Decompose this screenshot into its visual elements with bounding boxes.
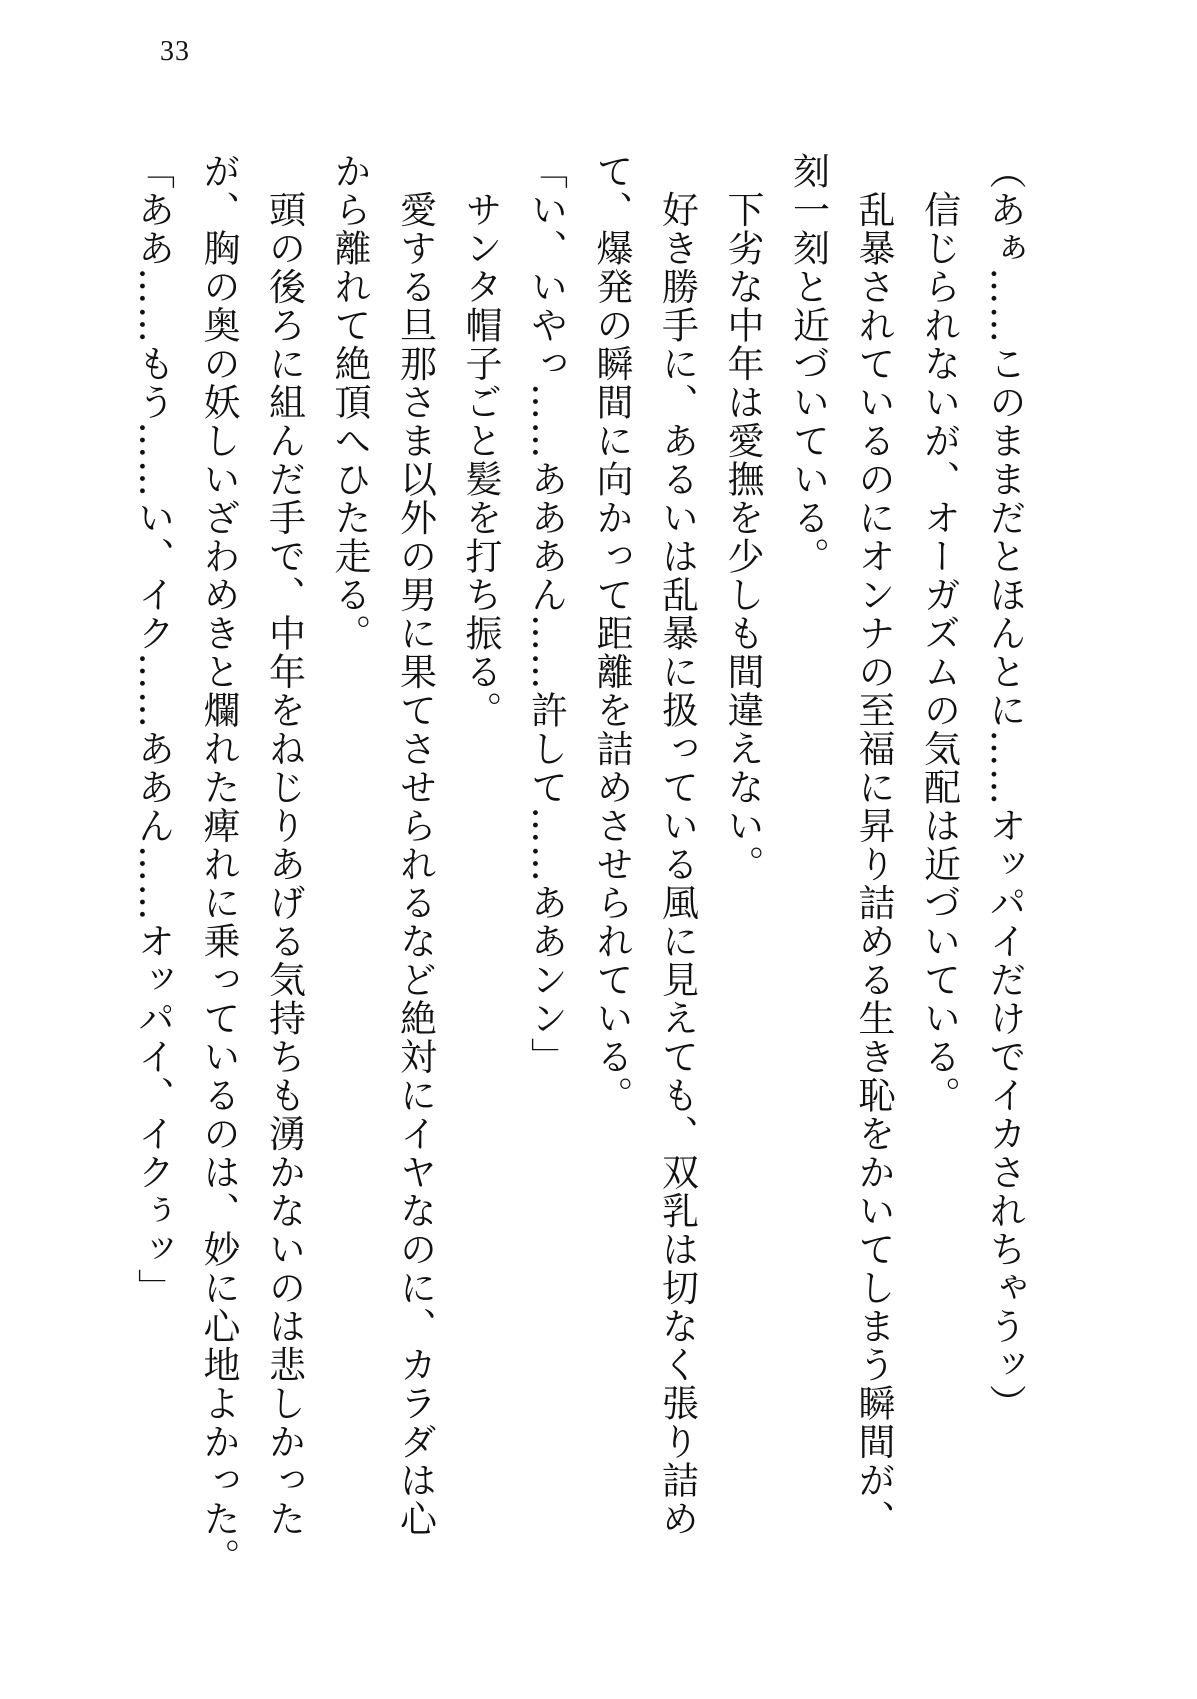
text-line: 愛する旦那さま以外の男に果てさせられるなど絶対にイヤなのに、カラダは心 xyxy=(393,152,437,1538)
text-line: 頭の後ろに組んだ手で、中年をねじりあげる気持ちも湧かないのは悲しかった xyxy=(262,152,306,1538)
text-line: 好き勝手に、あるいは乱暴に扱っている風に見えても、双乳は切なく張り詰め xyxy=(655,152,699,1538)
text-line: て、爆発の瞬間に向かって距離を詰めさせられている。 xyxy=(590,152,633,1115)
page-number: 33 xyxy=(160,36,190,67)
body-text xyxy=(120,152,1037,1577)
text-line: 下劣な中年は愛撫を少しも間違えない。 xyxy=(721,152,764,884)
text-line: が、胸の奥の妖しいざわめきと爛れた痺れに乗っているのは、妙に心地よかった。 xyxy=(197,152,240,1577)
text-line: 「ああ……もう……い、イク……ああん……オッパイ、イクぅッ」 xyxy=(131,152,175,1307)
text-line: 「い、いやっ……あああん……許して……ああンン」 xyxy=(524,152,568,1076)
text-line: 信じられないが、オーガズムの気配は近づいている。 xyxy=(917,152,961,1115)
text-line: から離れて絶頂へひた走る。 xyxy=(328,152,371,653)
text-line: 刻一刻と近づいている。 xyxy=(786,152,830,576)
text-line: 乱暴されているのにオンナの至福に昇り詰める生き恥をかいてしまう瞬間が、 xyxy=(852,152,895,1538)
text-line: サンタ帽子ごと髪を打ち振る。 xyxy=(459,152,502,730)
text-line: （あぁ……このままだとほんとに……オッパイだけでイカされちゃうッ） xyxy=(983,152,1026,1423)
